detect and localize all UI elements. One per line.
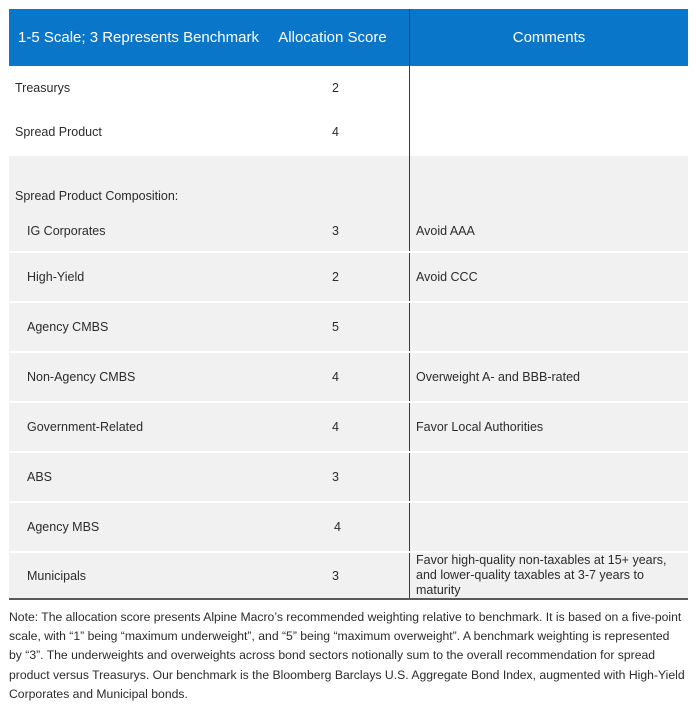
row-comment: [410, 503, 688, 551]
row-label: ABS: [27, 470, 53, 484]
row-comment: Avoid AAA: [416, 223, 475, 238]
row-score: 2: [264, 66, 410, 110]
row-label: Non-Agency CMBS: [27, 370, 136, 384]
header-scale: 1-5 Scale; 3 Represents Benchmark: [18, 29, 259, 46]
row-score: 3: [264, 553, 410, 598]
row-label: Agency MBS: [27, 520, 100, 534]
table-row-government-related: [9, 401, 688, 451]
table-row-municipals: [9, 551, 688, 600]
row-comment: [410, 156, 688, 211]
row-label: Spread Product: [15, 125, 102, 139]
row-score: 2: [264, 253, 410, 301]
table-row-ig-corporates: [9, 211, 688, 251]
row-comment: [410, 453, 688, 501]
table-row-treasurys: [9, 66, 688, 110]
row-comment: Avoid CCC: [416, 269, 478, 284]
header-comments: Comments: [512, 29, 586, 46]
row-score: 3: [264, 453, 410, 501]
row-label: Government-Related: [27, 420, 144, 434]
row-comment: [410, 66, 688, 110]
row-score: 4: [264, 110, 410, 154]
row-score: 5: [264, 303, 410, 351]
row-comment: Favor Local Authorities: [416, 419, 544, 434]
row-comment: Overweight A- and BBB-rated: [416, 369, 580, 384]
row-label: High-Yield: [27, 270, 85, 284]
row-label: Treasurys: [15, 81, 71, 95]
row-label: Municipals: [27, 568, 87, 583]
table-row-agency-mbs: [9, 501, 688, 551]
row-score: 4: [264, 403, 410, 451]
row-comment: Favor high-quality non-taxables at 15+ years, and lower-quality taxables at 3-7 years to maturity: [416, 553, 667, 597]
row-comment: [410, 110, 688, 154]
table-row-agency-cmbs: [9, 301, 688, 351]
table-header: [9, 9, 688, 66]
allocation-table: [9, 9, 688, 600]
table-row-abs: [9, 451, 688, 501]
row-label: IG Corporates: [27, 224, 106, 238]
footnote: Note: The allocation score presents Alpine Macro’s recommended weighting relative to benchmark. It is based on a five-point scale, with “1” being “maximum underweight”, and “5” being “maximum overweight”. A benchmark weighting is represented by “3”. The underweights and overweights across bond sectors notionally sum to the overall recommendation for spread product versus Treasurys. Our benchmark is the Bloomberg Barclays U.S. Aggregate Bond Index, augmented with High-Yield Corporates and Municipal bonds.: [9, 610, 685, 701]
row-score: [264, 156, 410, 211]
row-score: 4: [264, 353, 410, 401]
table-row-high-yield: [9, 251, 688, 301]
table-row-non-agency-cmbs: [9, 351, 688, 401]
header-allocation-score: Allocation Score: [264, 9, 410, 66]
row-score: 3: [264, 211, 410, 251]
row-comment: [410, 303, 688, 351]
row-label: Agency CMBS: [27, 320, 109, 334]
section-label: Spread Product Composition:: [15, 189, 179, 203]
table-row-spread-product: [9, 110, 688, 154]
section-spread-product-composition: [9, 156, 688, 211]
row-score: 4: [264, 503, 410, 551]
